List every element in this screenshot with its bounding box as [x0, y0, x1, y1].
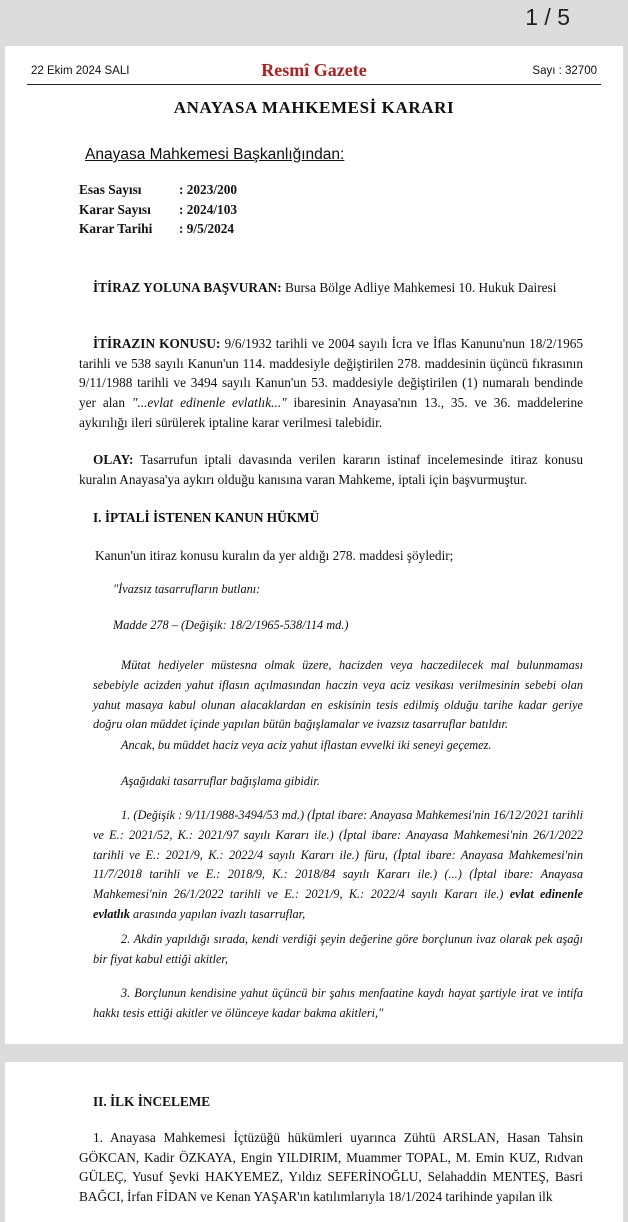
meta-value: : 2023/200	[179, 182, 237, 197]
quote-item-1	[93, 806, 583, 925]
quote-item-2: 2. Akdin yapıldığı sırada, kendi verdiği şeyin değerine göre borçlunun ivaz olarak pek aşağı bir fiyat kabul ettiği akitler,	[93, 932, 583, 966]
document-page-2	[5, 1062, 623, 1222]
quote-paragraph-2: Ancak, bu müddet haciz veya aciz yahut iflastan evvelki iki seneyi geçemez.	[121, 738, 492, 752]
meta-row-decision-no	[79, 202, 237, 218]
gazette-header	[5, 60, 623, 84]
subject-paragraph	[79, 334, 583, 433]
quote-article: Madde 278 – (Değişik: 18/2/1965-538/114 md.)	[113, 618, 349, 632]
issuing-authority: Anayasa Mahkemesi Başkanlığından:	[85, 146, 345, 163]
quote-item-3: 3. Borçlunun kendisine yahut üçüncü bir şahıs menfaatine kaydı hayat şartiyle irat ve intifa hakkı tesis ettiği akitler ve ölünceye kadar bakma akitleri,"	[93, 986, 583, 1020]
quote-item-1-text: 1. (Değişik : 9/11/1988-3494/53 md.) (İptal ibare: Anayasa Mahkemesi'nin 16/12/2021 tarihli ve E.: 2021/52, K.: 2021/97 sayılı Kararı ile.) (İptal ibare: Anayasa Mahkemesi'nin 26/1/2022 tarihli ve E.: 2021/9, K.: 2022/4 sayılı Kararı ile.) füru, (İptal ibare: Anayasa Mahkemesi'nin 11/7/2018 tarihli ve E.: 2018/9, K.: 2018/84 sayılı Kararı ile.) (...) (İptal ibare: Anayasa Mahkemesi'nin 26/1/2022 tarihli ve E.: 2021/9, K.: 2022/4 sayılı Kararı ile.)	[93, 808, 583, 902]
document-title: ANAYASA MAHKEMESİ KARARI	[173, 98, 455, 117]
header-divider	[27, 84, 601, 85]
quote-title: "İvazsız tasarrufların butlanı:	[113, 582, 261, 596]
applicant-paragraph	[79, 278, 583, 298]
subject-quoted-phrase: "...evlat edinenle evlatlık..."	[131, 395, 287, 411]
viewer-toolbar	[0, 0, 628, 44]
meta-value: : 9/5/2024	[179, 221, 235, 236]
meta-row-decision-date	[79, 221, 234, 237]
header-title: Resmî Gazete	[261, 60, 367, 80]
meta-label: Karar Sayısı	[79, 202, 151, 217]
header-date: 22 Ekim 2024 SALI	[31, 65, 130, 77]
meta-row-case-no	[79, 182, 237, 198]
quote-paragraph-3: Aşağıdaki tasarruflar bağışlama gibidir.	[121, 774, 320, 788]
section-1-intro: Kanun'un itiraz konusu kuralın da yer aldığı 278. maddesi şöyledir;	[95, 548, 454, 563]
event-label: OLAY:	[93, 452, 134, 467]
subject-label: İTİRAZIN KONUSU:	[93, 336, 221, 351]
subject-text-part1: 9/6/1932 tarihli ve 2004 sayılı İcra ve İflas Kanunu'nun 18/2/1965 tarihli ve 538 sayılı Kanun'un 114. maddesiyle değiştirilen 278. maddesinin üçüncü fıkrasının 9/11/1988 tarihli ve 3494 sayılı Kanun'un 53. maddesiyle değiştirilen (1) numaralı bendinde yer alan	[79, 336, 584, 411]
section-heading-2: II. İLK İNCELEME	[93, 1094, 211, 1109]
quote-item-1-tail: arasında yapılan ivazlı tasarruflar,	[132, 906, 306, 921]
header-issue-number: Sayı : 32700	[532, 65, 597, 77]
page-indicator: 1 / 5	[525, 4, 570, 30]
quote-paragraph-1: Mütat hediyeler müstesna olmak üzere, hacizden veya haczedilecek mal bulunmaması sebebiyle acizden yahut iflasın açılmasından haczin veya aciz vesikası verilmesinin sebebi olan yahut masaya kabul olunan alacaklardan en eskisinin tesis edilmiş olduğu tarihe kadar geriye doğru olan müddet içinde yapılan bütün bağışlamalar ve ivazsız tasarruflar batıldır.	[93, 658, 583, 732]
subject-text-part2: ibaresinin Anayasa'nın 13., 35. ve 36. maddelerine aykırılığı ileri sürülerek iptaline karar verilmesi talebidir.	[79, 395, 583, 430]
event-paragraph	[79, 450, 583, 489]
section-2-paragraph-1: 1. Anayasa Mahkemesi İçtüzüğü hükümleri uyarınca Zühtü ARSLAN, Hasan Tahsin GÖKCAN, Kadir ÖZKAYA, Engin YILDIRIM, Muammer TOPAL, M. Emin KUZ, Rıdvan GÜLEÇ, Yusuf Şevki HAKYEMEZ, Yıldız SEFERİNOĞLU, Selahaddin MENTEŞ, Basri BAĞCI, İrfan FİDAN ve Kenan YAŞAR'ın katılımlarıyla 18/1/2024 tarihinde yapılan ilk	[79, 1130, 583, 1205]
meta-value: : 2024/103	[179, 202, 237, 217]
event-text: Tasarrufun iptali davasında verilen kararın istinaf incelemesinde itiraz konusu kuralın Anayasa'ya aykırı olduğu kanısına varan Mahkeme, iptali için başvurmuştur.	[79, 452, 583, 487]
applicant-label: İTİRAZ YOLUNA BAŞVURAN:	[93, 280, 282, 295]
section-heading-1: I. İPTALİ İSTENEN KANUN HÜKMÜ	[93, 510, 320, 525]
meta-label: Karar Tarihi	[79, 221, 153, 236]
meta-label: Esas Sayısı	[79, 182, 142, 197]
document-page-1	[5, 46, 623, 1044]
applicant-text: Bursa Bölge Adliye Mahkemesi 10. Hukuk Dairesi	[284, 280, 557, 295]
quote-item-1-bold: evlat edinenle evlatlık	[93, 887, 583, 921]
